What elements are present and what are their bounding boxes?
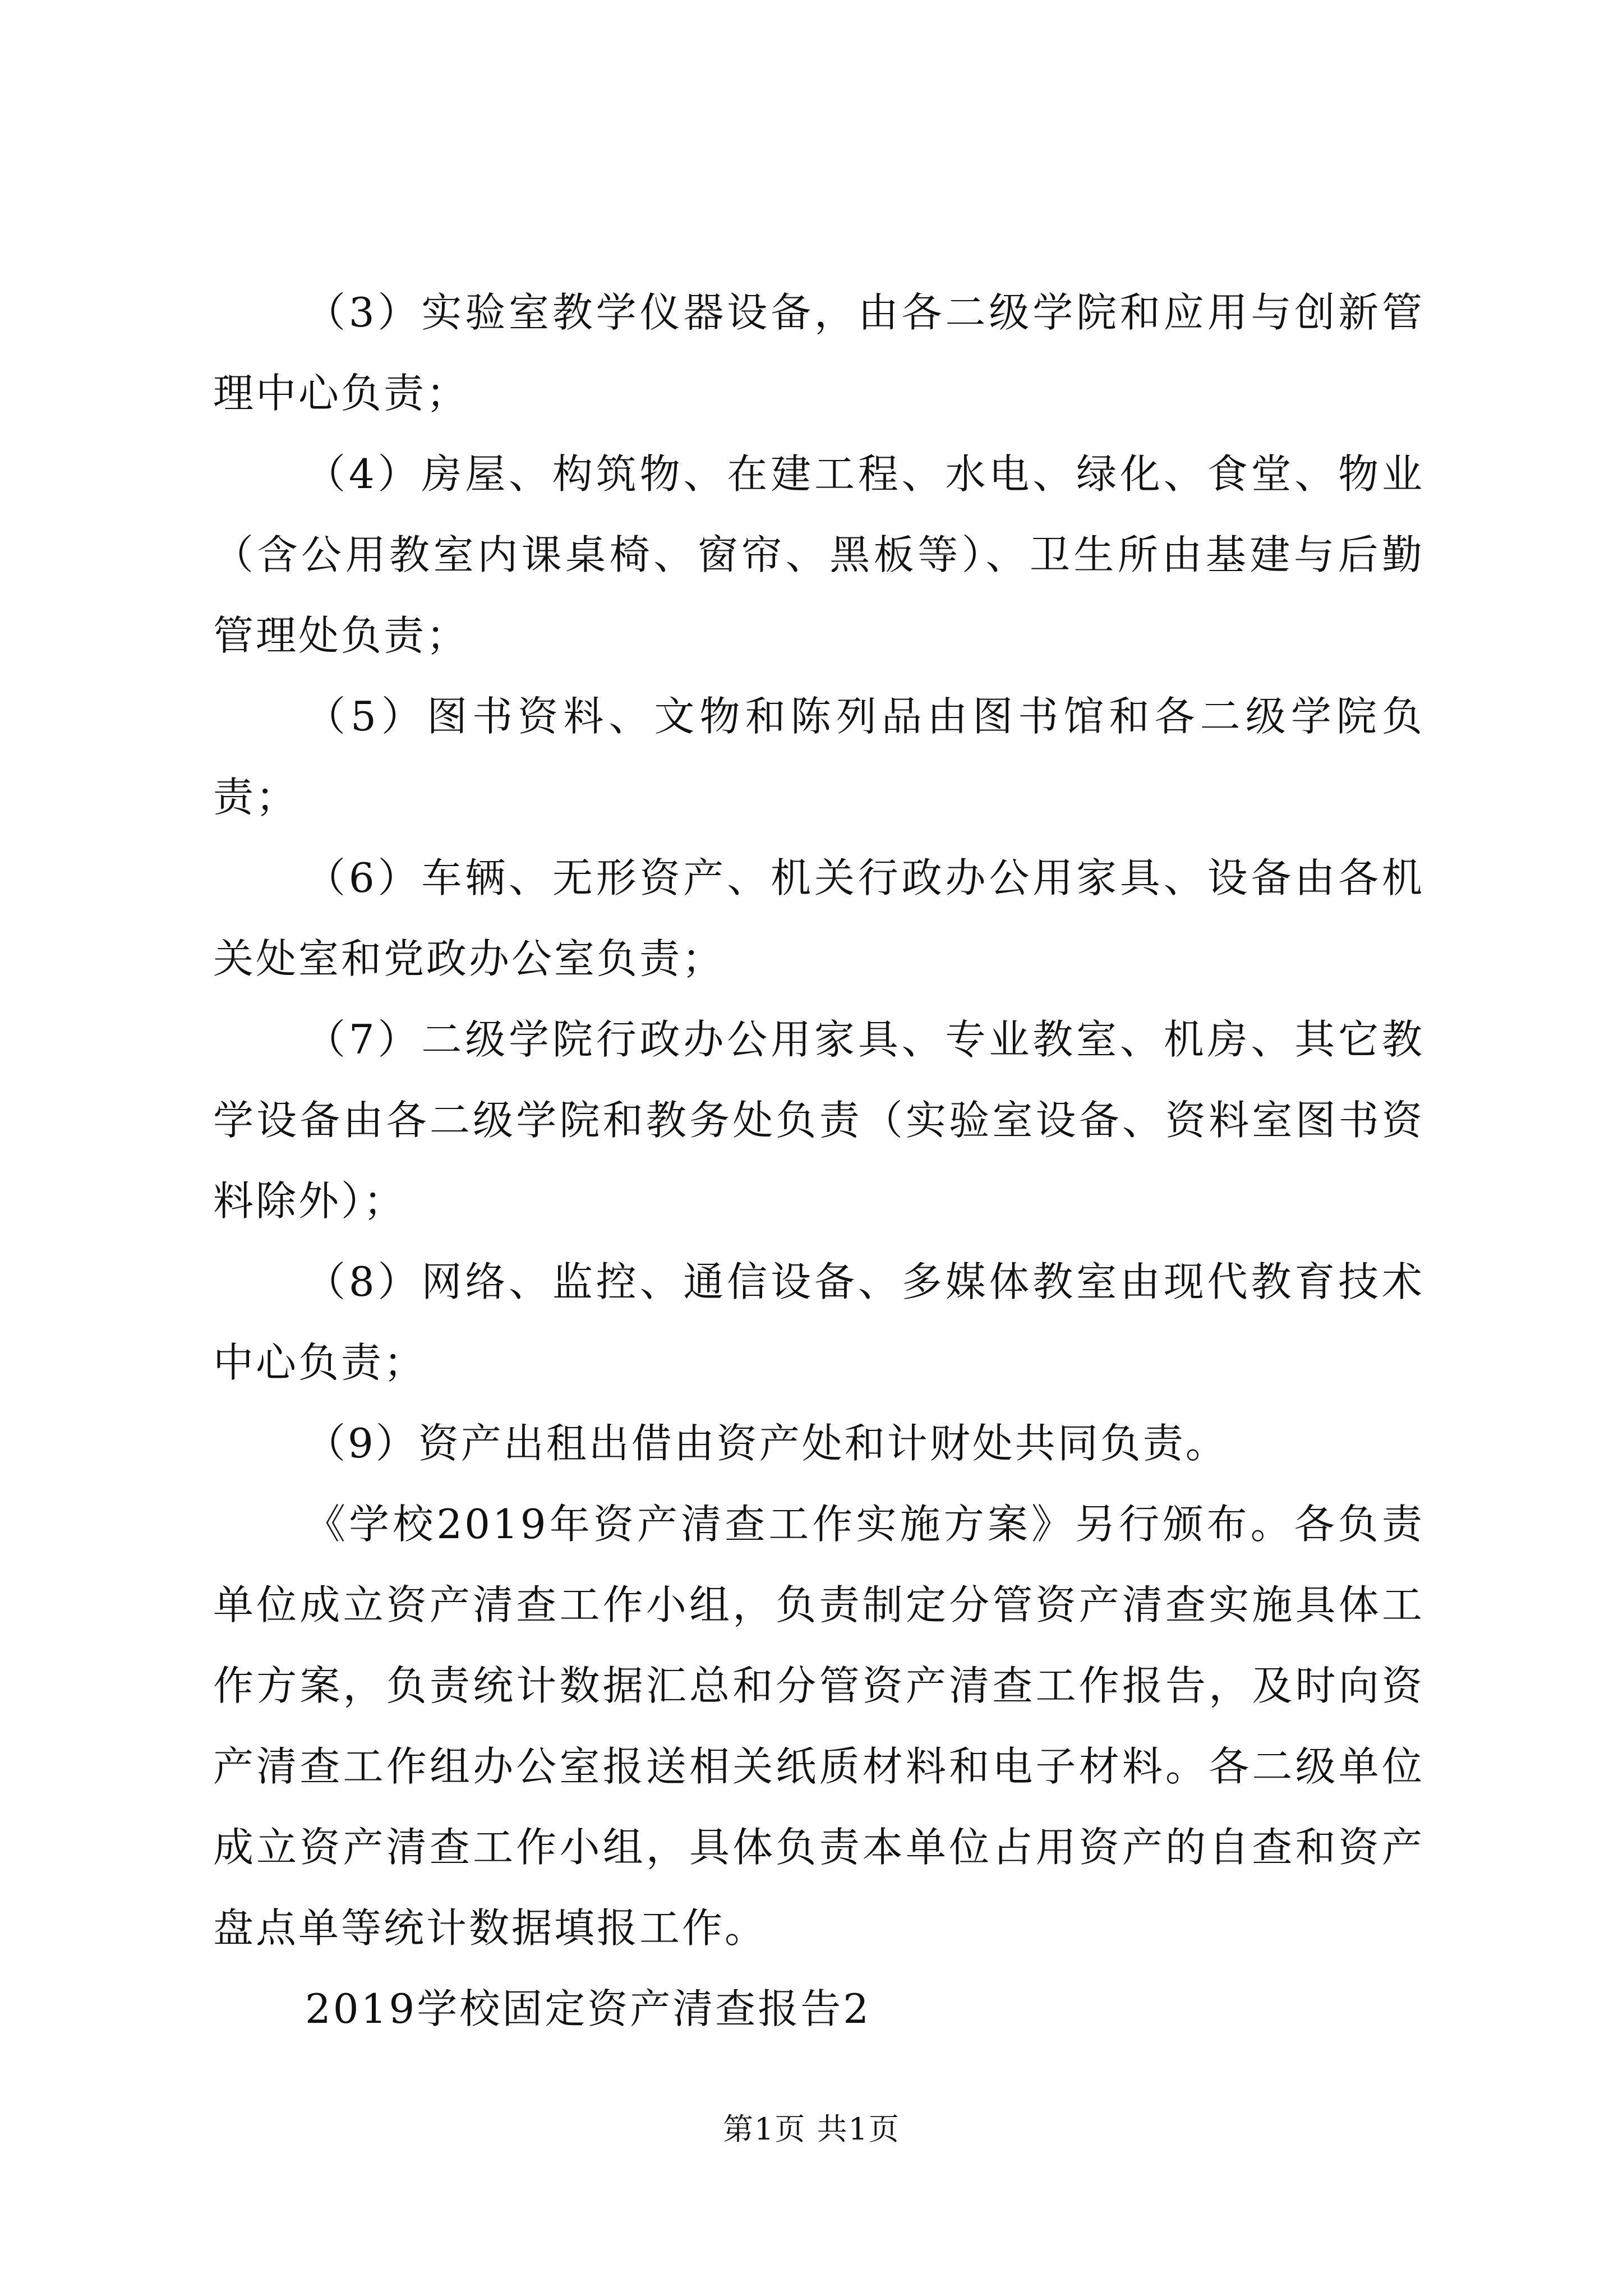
paragraph-item-6: （6）车辆、无形资产、机关行政办公用家具、设备由各机关处室和党政办公室负责；	[213, 854, 1424, 982]
paragraph-item-5: （5）图书资料、文物和陈列品由图书馆和各二级学院负责；	[213, 693, 1424, 821]
paragraph-item-3: （3）实验室教学仪器设备，由各二级学院和应用与创新管理中心负责；	[213, 289, 1424, 417]
page-footer: 第1页 共1页	[723, 2111, 900, 2147]
paragraph-item-8: （8）网络、监控、通信设备、多媒体教室由现代教育技术中心负责；	[213, 1258, 1424, 1386]
document-body	[213, 272, 1424, 2049]
paragraph-item-7: （7）二级学院行政办公用家具、专业教室、机房、其它教学设备由各二级学院和教务处负责（实验室设备、资料室图书资料除外）；	[213, 1016, 1424, 1225]
paragraph-item-4: （4）房屋、构筑物、在建工程、水电、绿化、食堂、物业（含公用教室内课桌椅、窗帘、黑板等）、卫生所由基建与后勤管理处负责；	[213, 450, 1424, 659]
paragraph-implementation-plan: 《学校2019年资产清查工作实施方案》另行颁布。各负责单位成立资产清查工作小组，负责制定分管资产清查实施具体工作方案，负责统计数据汇总和分管资产清查工作报告，及时向资产清查工作组办公室报送相关纸质材料和电子材料。各二级单位成立资产清查工作小组，具体负责本单位占用资产的自查和资产盘点单等统计数据填报工作。	[213, 1501, 1424, 1952]
paragraph-item-9: （9）资产出租出借由资产处和计财处共同负责。	[305, 1420, 1228, 1467]
section-heading-report-2: 2019学校固定资产清查报告2	[305, 1985, 872, 2032]
